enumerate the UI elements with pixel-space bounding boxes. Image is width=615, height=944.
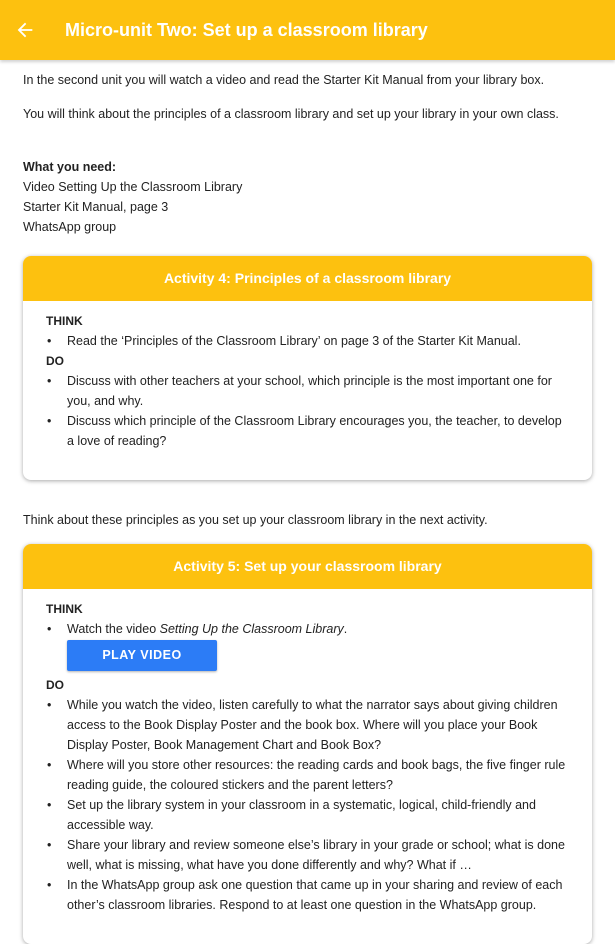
back-button[interactable] [0,0,50,60]
activity-4-card [23,256,592,480]
intro-paragraph-2: You will think about the principles of a classroom library and set up your library in your own class. [23,107,559,121]
think-item: • Read the ‘Principles of the Classroom Library’ on page 3 of the Starter Kit Manual. [46,331,569,351]
play-video-button[interactable]: PLAY VIDEO [67,640,217,671]
app-bar [0,0,615,60]
do-item: • In the WhatsApp group ask one question that came up in your sharing and review of each other’s classroom libraries. Respond to at least one question in the WhatsApp group. [46,875,569,915]
do-item: • While you watch the video, listen carefully to what the narrator says about giving children access to the Book Display Poster and the book box. Where will you place your Book Display Poster, Book Management Chart and Book Box? [46,695,569,755]
think-item-text: Watch the video [67,622,160,636]
do-item: • Discuss with other teachers at your school, which principle is the most important one for you, and why. [46,371,569,411]
activity-5-title: Activity 5: Set up your classroom library [23,544,592,589]
between-paragraph: Think about these principles as you set up your classroom library in the next activity. [23,513,488,527]
think-item-end: . [343,622,348,636]
do-item: • Discuss which principle of the Classroom Library encourages you, the teacher, to develop a love of reading? [46,411,569,451]
do-item: • Where will you store other resources: the reading cards and book bags, the five finger rule reading guide, the coloured stickers and the parent letters? [46,755,569,795]
do-label: DO [46,678,64,692]
do-label: DO [46,354,64,368]
activity-5-card [23,544,592,944]
activity-4-title: Activity 4: Principles of a classroom library [23,256,592,301]
do-item: • Share your library and review someone else’s library in your grade or school; what is done well, what is missing, what have you done differently and why? What if … [46,835,569,875]
what-you-need-heading: What you need: [23,160,117,174]
page-title: Micro-unit Two: Set up a classroom library [65,19,428,40]
think-item [46,619,569,639]
need-item: WhatsApp group [23,220,117,234]
think-label: THINK [46,602,83,616]
need-item: Starter Kit Manual, page 3 [23,200,169,214]
do-item: • Set up the library system in your classroom in a systematic, logical, child-friendly and accessible way. [46,795,569,835]
think-label: THINK [46,314,83,328]
arrow-back-icon [14,19,36,41]
need-item: Video Setting Up the Classroom Library [23,180,243,194]
video-title: Setting Up the Classroom Library [159,622,344,636]
intro-paragraph-1: In the second unit you will watch a video and read the Starter Kit Manual from your library box. [23,73,545,87]
